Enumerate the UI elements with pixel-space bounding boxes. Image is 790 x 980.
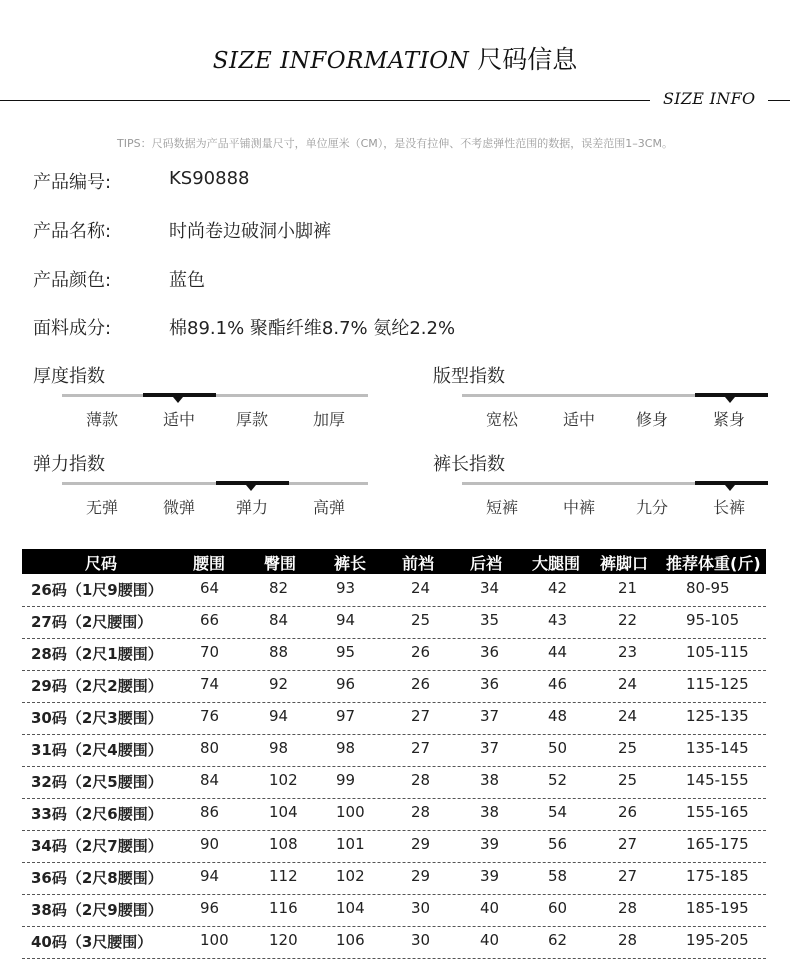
header-divider-left <box>0 100 650 101</box>
table-cell: 25 <box>411 611 431 629</box>
table-cell: 28 <box>411 771 431 789</box>
table-cell: 36 <box>480 675 500 693</box>
tips-note: TIPS：尺码数据为产品平铺测量尺寸，单位厘米（CM），是没有拉伸、不考虑弹性范围的数据，误差范围1–3CM。 <box>117 137 673 150</box>
table-cell: 27 <box>411 707 431 725</box>
product-code-value: KS90888 <box>169 168 250 189</box>
indicator-arrow-icon <box>246 485 256 491</box>
table-cell: 135-145 <box>686 739 749 757</box>
table-cell: 29 <box>411 867 431 885</box>
table-cell: 84 <box>200 771 220 789</box>
scale-option: 适中 <box>162 410 195 429</box>
table-header-cell: 臀围 <box>264 554 297 573</box>
table-header-cell: 大腿围 <box>532 554 581 573</box>
table-cell: 105-115 <box>686 643 749 661</box>
table-row <box>22 798 766 831</box>
scale-option: 弹力 <box>235 498 268 517</box>
scale-option: 九分 <box>635 498 668 517</box>
scale-indicator <box>695 393 768 397</box>
table-cell: 37 <box>480 739 500 757</box>
size-label-cell: 33码（2尺6腰围） <box>31 805 163 823</box>
table-cell: 102 <box>336 867 365 885</box>
table-cell: 145-155 <box>686 771 749 789</box>
table-cell: 66 <box>200 611 220 629</box>
size-label-cell: 26码（1尺9腰围） <box>31 581 163 599</box>
size-label-cell: 28码（2尺1腰围） <box>31 645 163 663</box>
table-cell: 54 <box>548 803 568 821</box>
scale-track <box>62 482 368 485</box>
header-divider-right <box>768 100 790 101</box>
table-cell: 185-195 <box>686 899 749 917</box>
table-cell: 104 <box>269 803 298 821</box>
table-cell: 34 <box>480 579 500 597</box>
length-index-title: 裤长指数 <box>433 454 505 475</box>
table-cell: 30 <box>411 931 431 949</box>
table-cell: 28 <box>411 803 431 821</box>
thickness-scale <box>62 394 368 434</box>
scale-option: 微弹 <box>162 498 195 517</box>
table-cell: 56 <box>548 835 568 853</box>
indicator-arrow-icon <box>173 397 183 403</box>
fit-scale <box>462 394 768 434</box>
product-code-label: 产品编号: <box>33 172 112 193</box>
size-label-cell: 34码（2尺7腰围） <box>31 837 163 855</box>
page-title-en: SIZE INFORMATION <box>212 48 470 74</box>
table-cell: 175-185 <box>686 867 749 885</box>
table-cell: 36 <box>480 643 500 661</box>
table-cell: 44 <box>548 643 568 661</box>
table-row <box>22 670 766 703</box>
scale-option: 高弹 <box>312 498 345 517</box>
table-cell: 80-95 <box>686 579 730 597</box>
table-cell: 62 <box>548 931 568 949</box>
elasticity-index-title: 弹力指数 <box>33 454 105 475</box>
table-cell: 92 <box>269 675 289 693</box>
table-header-cell: 前裆 <box>402 554 435 573</box>
table-cell: 94 <box>336 611 356 629</box>
table-row <box>22 766 766 799</box>
table-cell: 43 <box>548 611 568 629</box>
table-row <box>22 734 766 767</box>
table-cell: 98 <box>336 739 356 757</box>
table-header-cell: 推荐体重(斤) <box>666 554 761 573</box>
table-cell: 120 <box>269 931 298 949</box>
table-cell: 28 <box>618 931 638 949</box>
table-cell: 94 <box>269 707 289 725</box>
table-header-cell: 裤长 <box>334 554 367 573</box>
table-cell: 39 <box>480 835 500 853</box>
section-subtitle: SIZE INFO <box>663 89 756 108</box>
table-cell: 96 <box>200 899 220 917</box>
table-cell: 70 <box>200 643 220 661</box>
table-cell: 22 <box>618 611 638 629</box>
scale-option: 短裤 <box>485 498 518 517</box>
table-cell: 76 <box>200 707 220 725</box>
size-label-cell: 36码（2尺8腰围） <box>31 869 163 887</box>
product-fabric-label: 面料成分: <box>33 318 112 339</box>
table-cell: 24 <box>411 579 431 597</box>
table-cell: 25 <box>618 739 638 757</box>
table-cell: 125-135 <box>686 707 749 725</box>
scale-option: 薄款 <box>85 410 118 429</box>
table-cell: 108 <box>269 835 298 853</box>
thickness-index-title: 厚度指数 <box>33 366 105 387</box>
indicator-arrow-icon <box>725 485 735 491</box>
table-row <box>22 830 766 863</box>
indicator-arrow-icon <box>725 397 735 403</box>
size-label-cell: 29码（2尺2腰围） <box>31 677 163 695</box>
table-cell: 35 <box>480 611 500 629</box>
size-label-cell: 38码（2尺9腰围） <box>31 901 163 919</box>
scale-option: 加厚 <box>312 410 345 429</box>
product-fabric-value: 棉89.1% 聚酯纤维8.7% 氨纶2.2% <box>169 318 456 339</box>
table-cell: 97 <box>336 707 356 725</box>
table-cell: 106 <box>336 931 365 949</box>
table-cell: 195-205 <box>686 931 749 949</box>
page-title-cn: 尺码信息 <box>477 45 578 74</box>
table-cell: 42 <box>548 579 568 597</box>
scale-option: 中裤 <box>562 498 595 517</box>
page-title <box>0 42 790 79</box>
table-cell: 94 <box>200 867 220 885</box>
table-row <box>22 638 766 671</box>
table-cell: 112 <box>269 867 298 885</box>
table-cell: 99 <box>336 771 356 789</box>
scale-option: 宽松 <box>485 410 518 429</box>
table-cell: 104 <box>336 899 365 917</box>
fit-index-title: 版型指数 <box>433 366 505 387</box>
table-cell: 26 <box>411 643 431 661</box>
table-row <box>22 862 766 895</box>
table-cell: 26 <box>618 803 638 821</box>
table-cell: 102 <box>269 771 298 789</box>
table-cell: 100 <box>200 931 229 949</box>
table-cell: 27 <box>618 867 638 885</box>
table-cell: 27 <box>411 739 431 757</box>
table-cell: 27 <box>618 835 638 853</box>
scale-option: 适中 <box>562 410 595 429</box>
table-cell: 28 <box>618 899 638 917</box>
table-cell: 40 <box>480 931 500 949</box>
table-cell: 23 <box>618 643 638 661</box>
table-header-cell: 腰围 <box>193 554 226 573</box>
table-cell: 48 <box>548 707 568 725</box>
table-cell: 30 <box>411 899 431 917</box>
table-header-row <box>22 549 766 574</box>
table-cell: 116 <box>269 899 298 917</box>
size-label-cell: 32码（2尺5腰围） <box>31 773 163 791</box>
table-cell: 165-175 <box>686 835 749 853</box>
table-header-cell: 裤脚口 <box>600 554 649 573</box>
table-cell: 60 <box>548 899 568 917</box>
table-cell: 24 <box>618 675 638 693</box>
table-row <box>22 702 766 735</box>
length-scale <box>462 482 768 522</box>
scale-option: 修身 <box>635 410 668 429</box>
size-label-cell: 40码（3尺腰围） <box>31 933 153 951</box>
product-color-label: 产品颜色: <box>33 270 112 291</box>
table-cell: 88 <box>269 643 289 661</box>
scale-option: 厚款 <box>235 410 268 429</box>
table-cell: 100 <box>336 803 365 821</box>
table-cell: 58 <box>548 867 568 885</box>
table-cell: 101 <box>336 835 365 853</box>
table-cell: 25 <box>618 771 638 789</box>
table-cell: 95 <box>336 643 356 661</box>
table-cell: 86 <box>200 803 220 821</box>
size-label-cell: 27码（2尺腰围） <box>31 613 153 631</box>
table-cell: 40 <box>480 899 500 917</box>
table-cell: 21 <box>618 579 638 597</box>
table-cell: 95-105 <box>686 611 740 629</box>
table-row <box>22 574 766 607</box>
table-header-cell: 后裆 <box>470 554 503 573</box>
table-header-cell: 尺码 <box>85 554 118 573</box>
table-cell: 38 <box>480 771 500 789</box>
table-cell: 82 <box>269 579 289 597</box>
scale-indicator <box>216 481 289 485</box>
table-cell: 80 <box>200 739 220 757</box>
product-color-value: 蓝色 <box>169 270 205 291</box>
scale-indicator <box>143 393 216 397</box>
table-cell: 93 <box>336 579 356 597</box>
size-label-cell: 30码（2尺3腰围） <box>31 709 163 727</box>
table-row <box>22 926 766 959</box>
table-row <box>22 894 766 927</box>
table-cell: 26 <box>411 675 431 693</box>
table-cell: 64 <box>200 579 220 597</box>
table-cell: 24 <box>618 707 638 725</box>
table-cell: 155-165 <box>686 803 749 821</box>
scale-indicator <box>695 481 768 485</box>
table-cell: 96 <box>336 675 356 693</box>
table-cell: 50 <box>548 739 568 757</box>
table-cell: 37 <box>480 707 500 725</box>
product-name-label: 产品名称: <box>33 221 112 242</box>
table-cell: 29 <box>411 835 431 853</box>
table-cell: 90 <box>200 835 220 853</box>
table-cell: 46 <box>548 675 568 693</box>
scale-option: 长裤 <box>712 498 745 517</box>
scale-option: 紧身 <box>712 410 745 429</box>
table-cell: 39 <box>480 867 500 885</box>
table-cell: 74 <box>200 675 220 693</box>
size-label-cell: 31码（2尺4腰围） <box>31 741 163 759</box>
scale-option: 无弹 <box>85 498 118 517</box>
table-cell: 84 <box>269 611 289 629</box>
table-cell: 98 <box>269 739 289 757</box>
table-cell: 38 <box>480 803 500 821</box>
elasticity-scale <box>62 482 368 522</box>
table-row <box>22 606 766 639</box>
table-cell: 115-125 <box>686 675 749 693</box>
product-name-value: 时尚卷边破洞小脚裤 <box>169 221 331 242</box>
table-cell: 52 <box>548 771 568 789</box>
